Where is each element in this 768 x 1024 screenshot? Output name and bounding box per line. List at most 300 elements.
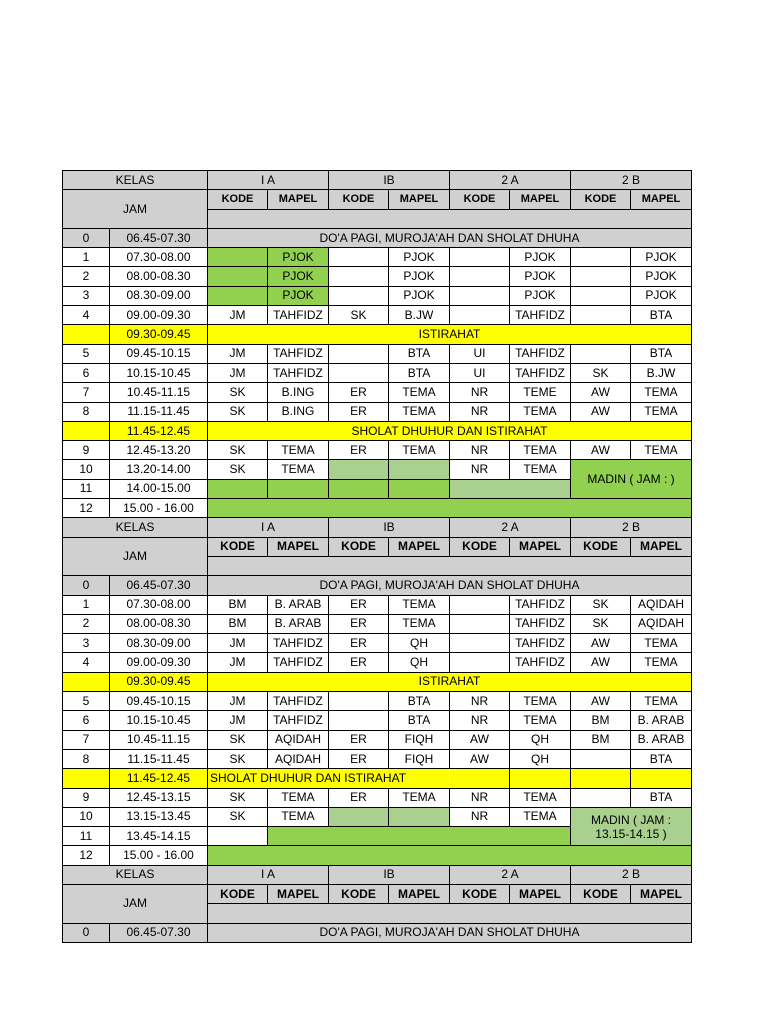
mapel-header: MAPEL — [268, 884, 329, 903]
class-header: I A — [208, 518, 329, 537]
schedule-row — [63, 344, 692, 363]
schedule-row — [63, 788, 692, 807]
mapel-cell: PJOK — [631, 248, 692, 267]
mapel-cell: AQIDAH — [268, 749, 329, 768]
lgreen-cell — [450, 479, 571, 498]
mapel-cell: TEMA — [389, 788, 450, 807]
blank-cell — [631, 769, 692, 788]
time-cell: 08.30-09.00 — [110, 634, 208, 653]
doa-row — [63, 923, 692, 942]
class-header: 2 B — [571, 171, 692, 190]
time-cell: 11.45-12.45 — [110, 769, 208, 788]
kode-cell — [329, 807, 389, 826]
sholat-banner: SHOLAT DHUHUR DAN ISTIRAHAT — [208, 769, 450, 788]
mapel-header: MAPEL — [510, 537, 571, 556]
mapel-cell: TEMA — [268, 460, 329, 479]
mapel-cell — [389, 460, 450, 479]
row-number: 4 — [63, 306, 110, 325]
blank-cell — [450, 769, 510, 788]
kode-cell — [329, 267, 389, 286]
row-number: 3 — [63, 286, 110, 305]
mapel-cell: TEMA — [389, 402, 450, 421]
mapel-cell: BTA — [631, 749, 692, 768]
kode-cell: JM — [208, 711, 268, 730]
kode-cell: NR — [450, 402, 510, 421]
kode-cell: JM — [208, 653, 268, 672]
kode-cell: ER — [329, 653, 389, 672]
class-header: 2 B — [571, 865, 692, 884]
schedule-row — [63, 248, 692, 267]
mapel-cell: TEMA — [631, 383, 692, 402]
mapel-cell: B.ING — [268, 383, 329, 402]
time-cell: 10.45-11.15 — [110, 730, 208, 749]
mapel-cell: AQIDAH — [268, 730, 329, 749]
kode-cell: JM — [208, 634, 268, 653]
mapel-cell: TAHFIDZ — [510, 595, 571, 614]
time-cell: 12.45-13.15 — [110, 788, 208, 807]
mapel-cell: B.JW — [389, 306, 450, 325]
mapel-cell: TEMA — [631, 634, 692, 653]
schedule-row — [63, 807, 692, 826]
row-number: 8 — [63, 402, 110, 421]
kode-cell: ER — [329, 595, 389, 614]
doa-row — [63, 228, 692, 247]
kode-header: KODE — [208, 190, 268, 209]
time-cell: 10.45-11.15 — [110, 383, 208, 402]
mapel-cell: QH — [389, 653, 450, 672]
istirahat-banner: ISTIRAHAT — [208, 325, 692, 344]
kode-cell: NR — [450, 383, 510, 402]
row-number: 1 — [63, 595, 110, 614]
schedule-row — [63, 692, 692, 711]
mapel-cell: PJOK — [631, 286, 692, 305]
row-number — [63, 325, 110, 344]
mapel-cell: FIQH — [389, 730, 450, 749]
kode-cell: SK — [208, 383, 268, 402]
kode-cell: JM — [208, 344, 268, 363]
mapel-header: MAPEL — [631, 190, 692, 209]
kode-header: KODE — [329, 537, 389, 556]
time-cell: 08.00-08.30 — [110, 267, 208, 286]
time-cell: 14.00-15.00 — [110, 479, 208, 498]
time-cell: 09.30-09.45 — [110, 672, 208, 691]
kode-cell: BM — [208, 595, 268, 614]
mapel-cell: TEMA — [389, 441, 450, 460]
row-number: 9 — [63, 788, 110, 807]
kode-cell: ER — [329, 402, 389, 421]
time-cell: 09.00-09.30 — [110, 653, 208, 672]
schedule-row — [63, 286, 692, 305]
mapel-cell: B.ING — [268, 402, 329, 421]
kode-cell: AW — [571, 383, 631, 402]
time-cell: 07.30-08.00 — [110, 595, 208, 614]
mapel-cell: QH — [510, 730, 571, 749]
mapel-cell: PJOK — [389, 286, 450, 305]
kode-cell — [329, 286, 389, 305]
mapel-cell: QH — [510, 749, 571, 768]
schedule-row — [63, 634, 692, 653]
row-number: 12 — [63, 846, 110, 865]
kode-cell — [571, 248, 631, 267]
header-spacer — [208, 209, 692, 228]
schedule-row — [63, 402, 692, 421]
mapel-header: MAPEL — [268, 537, 329, 556]
kode-cell — [329, 344, 389, 363]
mapel-cell: TEMA — [510, 788, 571, 807]
kode-cell: ER — [329, 614, 389, 633]
kode-cell: ER — [329, 383, 389, 402]
mapel-cell: BTA — [389, 344, 450, 363]
row-number: 11 — [63, 479, 110, 498]
schedule-row — [63, 460, 692, 479]
green-band — [208, 499, 692, 518]
mapel-header: MAPEL — [389, 190, 450, 209]
mapel-cell: TAHFIDZ — [268, 711, 329, 730]
kode-header: KODE — [208, 884, 268, 903]
schedule-row — [63, 653, 692, 672]
kode-cell — [571, 286, 631, 305]
kode-cell: SK — [571, 595, 631, 614]
mapel-cell: TEMA — [389, 614, 450, 633]
mapel-cell: BTA — [389, 363, 450, 382]
schedule-row — [63, 711, 692, 730]
green-band — [268, 827, 571, 846]
schedule-row — [63, 363, 692, 382]
header-row — [63, 171, 692, 190]
green-band — [208, 846, 692, 865]
sholat-banner: SHOLAT DHUHUR DAN ISTIRAHAT — [208, 421, 692, 440]
madin-box: MADIN ( JAM : 13.15-14.15 ) — [571, 807, 692, 846]
time-cell: 09.30-09.45 — [110, 325, 208, 344]
kode-cell: ER — [329, 441, 389, 460]
kode-header: KODE — [450, 190, 510, 209]
kode-cell — [208, 248, 268, 267]
green-cell — [208, 479, 268, 498]
row-number: 11 — [63, 827, 110, 846]
class-header: I A — [208, 171, 329, 190]
mapel-cell: PJOK — [631, 267, 692, 286]
kode-cell — [571, 306, 631, 325]
kode-cell: NR — [450, 692, 510, 711]
kode-header: KODE — [329, 190, 389, 209]
kode-cell — [571, 344, 631, 363]
row-number — [63, 421, 110, 440]
row-number: 3 — [63, 634, 110, 653]
kode-cell: NR — [450, 788, 510, 807]
mapel-cell: AQIDAH — [631, 614, 692, 633]
kode-cell: UI — [450, 344, 510, 363]
mapel-header: MAPEL — [631, 884, 692, 903]
mapel-cell: TEMA — [268, 441, 329, 460]
schedule-row — [63, 306, 692, 325]
blank-cell — [571, 769, 631, 788]
time-cell: 15.00 - 16.00 — [110, 846, 208, 865]
header-spacer — [208, 904, 692, 923]
mapel-cell: TAHFIDZ — [510, 363, 571, 382]
kode-cell: NR — [450, 711, 510, 730]
row-number: 2 — [63, 614, 110, 633]
mapel-cell: B.JW — [631, 363, 692, 382]
mapel-cell: TEMA — [510, 402, 571, 421]
green-cell — [329, 479, 389, 498]
kode-cell — [571, 267, 631, 286]
kode-cell — [571, 788, 631, 807]
mapel-header: MAPEL — [389, 537, 450, 556]
time-cell: 06.45-07.30 — [110, 576, 208, 595]
istirahat-banner: ISTIRAHAT — [208, 672, 692, 691]
jam-header: JAM — [63, 884, 208, 923]
kode-cell: BM — [571, 711, 631, 730]
subheader-row — [63, 537, 692, 556]
row-number: 0 — [63, 923, 110, 942]
mapel-cell: TAHFIDZ — [268, 653, 329, 672]
row-number: 5 — [63, 344, 110, 363]
class-header: 2 A — [450, 518, 571, 537]
row-number: 7 — [63, 730, 110, 749]
mapel-cell: BTA — [389, 711, 450, 730]
kelas-header: KELAS — [63, 865, 208, 884]
kode-cell: ER — [329, 749, 389, 768]
kode-cell: NR — [450, 460, 510, 479]
kode-cell: ER — [329, 634, 389, 653]
mapel-cell: TAHFIDZ — [510, 614, 571, 633]
mapel-cell: TEMA — [510, 460, 571, 479]
mapel-cell: TAHFIDZ — [268, 634, 329, 653]
mapel-cell: AQIDAH — [631, 595, 692, 614]
kode-header: KODE — [450, 537, 510, 556]
row-number: 12 — [63, 499, 110, 518]
mapel-cell: TAHFIDZ — [268, 306, 329, 325]
schedule-row — [63, 499, 692, 518]
row-number: 6 — [63, 711, 110, 730]
kode-cell: AW — [571, 653, 631, 672]
kode-header: KODE — [571, 537, 631, 556]
class-header: 2 A — [450, 171, 571, 190]
mapel-cell: B. ARAB — [631, 711, 692, 730]
row-number: 0 — [63, 228, 110, 247]
mapel-cell: TEMA — [389, 595, 450, 614]
class-header: I A — [208, 865, 329, 884]
kode-cell: AW — [571, 441, 631, 460]
jam-header: JAM — [63, 537, 208, 576]
mapel-cell: TEME — [510, 383, 571, 402]
time-cell: 09.45-10.15 — [110, 344, 208, 363]
madin-box: MADIN ( JAM : ) — [571, 460, 692, 499]
kode-cell — [571, 749, 631, 768]
row-number: 5 — [63, 692, 110, 711]
mapel-cell: PJOK — [268, 286, 329, 305]
kode-cell — [450, 595, 510, 614]
mapel-cell: PJOK — [510, 286, 571, 305]
row-number: 4 — [63, 653, 110, 672]
time-cell: 11.15-11.45 — [110, 749, 208, 768]
kode-header: KODE — [571, 190, 631, 209]
kode-cell — [208, 286, 268, 305]
row-number: 2 — [63, 267, 110, 286]
schedule-table — [62, 170, 692, 943]
kode-cell — [450, 306, 510, 325]
sholat-row — [63, 421, 692, 440]
kode-cell: SK — [208, 730, 268, 749]
schedule-row — [63, 749, 692, 768]
class-header: 2 B — [571, 518, 692, 537]
mapel-cell: QH — [389, 634, 450, 653]
kode-cell: AW — [450, 730, 510, 749]
schedule-row — [63, 267, 692, 286]
time-cell: 12.45-13.20 — [110, 441, 208, 460]
kode-cell: ER — [329, 788, 389, 807]
kode-cell: NR — [450, 807, 510, 826]
time-cell: 15.00 - 16.00 — [110, 499, 208, 518]
sholat-row — [63, 769, 692, 788]
mapel-cell: PJOK — [510, 248, 571, 267]
kode-cell: BM — [571, 730, 631, 749]
mapel-cell: TEMA — [510, 807, 571, 826]
kode-cell — [450, 286, 510, 305]
mapel-cell: B. ARAB — [268, 614, 329, 633]
kode-cell: SK — [208, 441, 268, 460]
kode-cell — [329, 692, 389, 711]
header-spacer — [208, 556, 692, 575]
kode-cell: JM — [208, 306, 268, 325]
kode-cell: SK — [571, 363, 631, 382]
row-number: 0 — [63, 576, 110, 595]
mapel-cell: TEMA — [268, 788, 329, 807]
mapel-cell: B. ARAB — [268, 595, 329, 614]
mapel-cell: TEMA — [510, 692, 571, 711]
kode-header: KODE — [208, 537, 268, 556]
header-row — [63, 518, 692, 537]
row-number: 6 — [63, 363, 110, 382]
kode-cell: AW — [571, 634, 631, 653]
row-number: 8 — [63, 749, 110, 768]
blank-cell — [208, 827, 268, 846]
mapel-cell: PJOK — [268, 248, 329, 267]
mapel-cell: PJOK — [389, 267, 450, 286]
row-number: 9 — [63, 441, 110, 460]
mapel-cell: PJOK — [389, 248, 450, 267]
kode-cell: ER — [329, 730, 389, 749]
mapel-cell: FIQH — [389, 749, 450, 768]
kode-cell: AW — [571, 402, 631, 421]
mapel-cell: BTA — [389, 692, 450, 711]
kode-cell: JM — [208, 363, 268, 382]
kode-cell — [329, 363, 389, 382]
schedule-row — [63, 614, 692, 633]
kode-cell — [329, 460, 389, 479]
mapel-cell: TEMA — [631, 402, 692, 421]
kode-cell — [450, 634, 510, 653]
subheader-row — [63, 190, 692, 209]
istirahat-row — [63, 672, 692, 691]
time-cell: 09.45-10.15 — [110, 692, 208, 711]
class-header: IB — [329, 171, 450, 190]
doa-banner: DO'A PAGI, MUROJA'AH DAN SHOLAT DHUHA — [208, 923, 692, 942]
kode-cell — [450, 248, 510, 267]
green-cell — [268, 479, 329, 498]
row-number — [63, 769, 110, 788]
kode-header: KODE — [450, 884, 510, 903]
kode-cell — [450, 614, 510, 633]
time-cell: 10.15-10.45 — [110, 363, 208, 382]
mapel-cell: TAHFIDZ — [510, 653, 571, 672]
mapel-cell: TEMA — [631, 441, 692, 460]
time-cell: 09.00-09.30 — [110, 306, 208, 325]
mapel-cell: TAHFIDZ — [268, 692, 329, 711]
schedule-row — [63, 441, 692, 460]
kode-cell: AW — [450, 749, 510, 768]
mapel-cell: TAHFIDZ — [268, 363, 329, 382]
doa-banner: DO'A PAGI, MUROJA'AH DAN SHOLAT DHUHA — [208, 576, 692, 595]
header-row — [63, 865, 692, 884]
kode-cell: SK — [208, 402, 268, 421]
green-cell — [389, 479, 450, 498]
time-cell: 11.15-11.45 — [110, 402, 208, 421]
kode-cell: AW — [571, 692, 631, 711]
kode-header: KODE — [571, 884, 631, 903]
subheader-row — [63, 884, 692, 903]
class-header: IB — [329, 518, 450, 537]
schedule-row — [63, 730, 692, 749]
kode-cell — [329, 248, 389, 267]
row-number: 10 — [63, 460, 110, 479]
doa-banner: DO'A PAGI, MUROJA'AH DAN SHOLAT DHUHA — [208, 228, 692, 247]
row-number: 7 — [63, 383, 110, 402]
mapel-cell: BTA — [631, 344, 692, 363]
mapel-cell: TEMA — [268, 807, 329, 826]
schedule-row — [63, 846, 692, 865]
kelas-header: KELAS — [63, 171, 208, 190]
class-header: IB — [329, 865, 450, 884]
row-number: 1 — [63, 248, 110, 267]
time-cell: 13.20-14.00 — [110, 460, 208, 479]
kode-cell — [208, 267, 268, 286]
jam-header: JAM — [63, 190, 208, 229]
mapel-cell: TAHFIDZ — [510, 634, 571, 653]
kode-cell — [450, 267, 510, 286]
mapel-cell: TEMA — [631, 692, 692, 711]
schedule-row — [63, 595, 692, 614]
mapel-cell: TAHFIDZ — [268, 344, 329, 363]
doa-row — [63, 576, 692, 595]
kode-cell: UI — [450, 363, 510, 382]
kode-cell: SK — [329, 306, 389, 325]
time-cell: 06.45-07.30 — [110, 923, 208, 942]
kode-cell: SK — [208, 460, 268, 479]
time-cell: 07.30-08.00 — [110, 248, 208, 267]
mapel-header: MAPEL — [631, 537, 692, 556]
time-cell: 08.00-08.30 — [110, 614, 208, 633]
row-number: 10 — [63, 807, 110, 826]
mapel-header: MAPEL — [389, 884, 450, 903]
kode-cell: SK — [208, 749, 268, 768]
row-number — [63, 672, 110, 691]
mapel-cell: BTA — [631, 788, 692, 807]
mapel-cell: B. ARAB — [631, 730, 692, 749]
time-cell: 08.30-09.00 — [110, 286, 208, 305]
kode-cell: BM — [208, 614, 268, 633]
istirahat-row — [63, 325, 692, 344]
time-cell: 06.45-07.30 — [110, 228, 208, 247]
class-header: 2 A — [450, 865, 571, 884]
time-cell: 13.15-13.45 — [110, 807, 208, 826]
mapel-cell: TEMA — [510, 711, 571, 730]
time-cell: 13.45-14.15 — [110, 827, 208, 846]
mapel-cell: TEMA — [389, 383, 450, 402]
kode-cell: SK — [208, 807, 268, 826]
kode-cell: SK — [571, 614, 631, 633]
mapel-header: MAPEL — [510, 884, 571, 903]
